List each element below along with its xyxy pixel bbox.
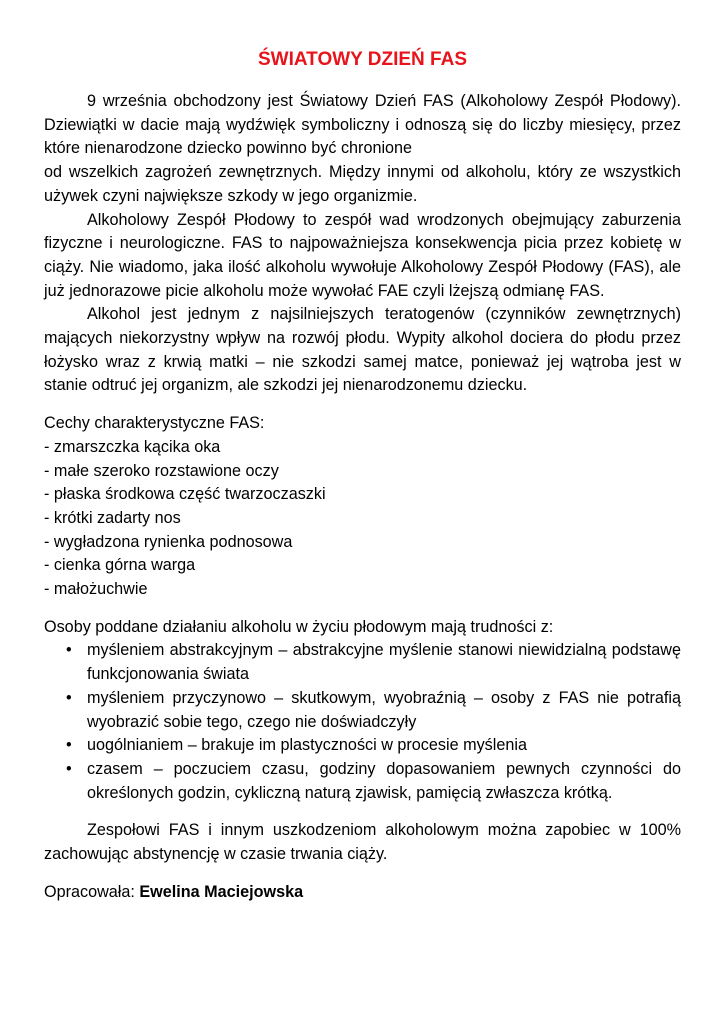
author-name: Ewelina Maciejowska <box>139 882 304 901</box>
author-line <box>44 881 681 905</box>
bullet-icon: • <box>66 688 72 707</box>
features-heading: Cechy charakterystyczne FAS: <box>44 414 265 433</box>
list-item: - małożuchwie <box>44 580 148 599</box>
page-title: ŚWIATOWY DZIEŃ FAS <box>257 49 467 70</box>
list-item-text: uogólnianiem – brakuje im plastyczności w procesie myślenia <box>87 736 527 755</box>
author-label: Opracowała: <box>44 882 140 901</box>
bullet-icon: • <box>66 736 72 755</box>
definition-paragraph: Alkoholowy Zespół Płodowy to zespół wad wrodzonych obejmujący zaburzenia fizyczne i neurologiczne. FAS to najpoważniejsza konsekwencja picia przez kobietę w ciąży. Nie wiadomo, jaka ilość alkoholu wywołuje Alkoholowy Zespół Płodowy (FAS), ale już jednorazowe picie alkoholu może wywołać FAE czyli lżejszą odmianę FAS. <box>44 210 681 300</box>
prevention-paragraph: Zespołowi FAS i innym uszkodzeniom alkoholowym można zapobiec w 100% zachowując abstynencję w czasie trwania ciąży. <box>44 821 681 864</box>
list-item: - cienka górna warga <box>44 556 196 575</box>
features-list <box>44 436 681 602</box>
list-item-text: czasem – poczuciem czasu, godziny dopasowaniem pewnych czynności do określonych godzin, cykliczną naturą zjawisk, pamięcią zwłaszcza krótką. <box>87 759 681 802</box>
list-item: - płaska środkowa część twarzoczaszki <box>44 485 326 504</box>
list-item <box>44 758 681 805</box>
intro-paragraph-part2: od wszelkich zagrożeń zewnętrznych. Między innymi od alkoholu, który ze wszystkich używek czyni największe szkody w jego organizmie. <box>44 163 681 205</box>
list-item <box>44 734 681 758</box>
bullet-icon: • <box>66 759 72 778</box>
document-body <box>44 90 681 905</box>
list-item <box>44 687 681 734</box>
list-item: - krótki zadarty nos <box>44 508 181 527</box>
list-item: - zmarszczka kącika oka <box>44 437 221 456</box>
intro-paragraph-part1: 9 września obchodzony jest Światowy Dzień FAS (Alkoholowy Zespół Płodowy). Dziewiątki w dacie mają wydźwięk symboliczny i odnoszą się do liczby miesięcy, przez które nienarodzone dziecko powinno być chronione <box>44 92 681 158</box>
list-item-text: myśleniem przyczynowo – skutkowym, wyobraźnią – osoby z FAS nie potrafią wyobrazić sobie tego, czego nie doświadczyły <box>87 688 681 731</box>
list-item-text: myśleniem abstrakcyjnym – abstrakcyjne myślenie stanowi niewidzialną podstawę funkcjonowania świata <box>87 641 681 684</box>
list-item: - wygładzona rynienka podnosowa <box>44 532 293 551</box>
list-item: - małe szeroko rozstawione oczy <box>44 461 279 480</box>
teratogen-paragraph: Alkohol jest jednym z najsilniejszych teratogenów (czynników zewnętrznych) mających niekorzystny wpływ na rozwój płodu. Wypity alkohol dociera do płodu przez łożysko wraz z krwią matki – nie szkodzi samej matce, ponieważ jej wątroba jest w stanie odtruć jej organizm, ale szkodzi jej nienarodzonemu dziecku. <box>44 305 681 395</box>
difficulties-list <box>44 639 681 805</box>
list-item <box>44 639 681 686</box>
difficulties-heading: Osoby poddane działaniu alkoholu w życiu płodowym mają trudności z: <box>44 617 554 636</box>
bullet-icon: • <box>66 641 72 660</box>
